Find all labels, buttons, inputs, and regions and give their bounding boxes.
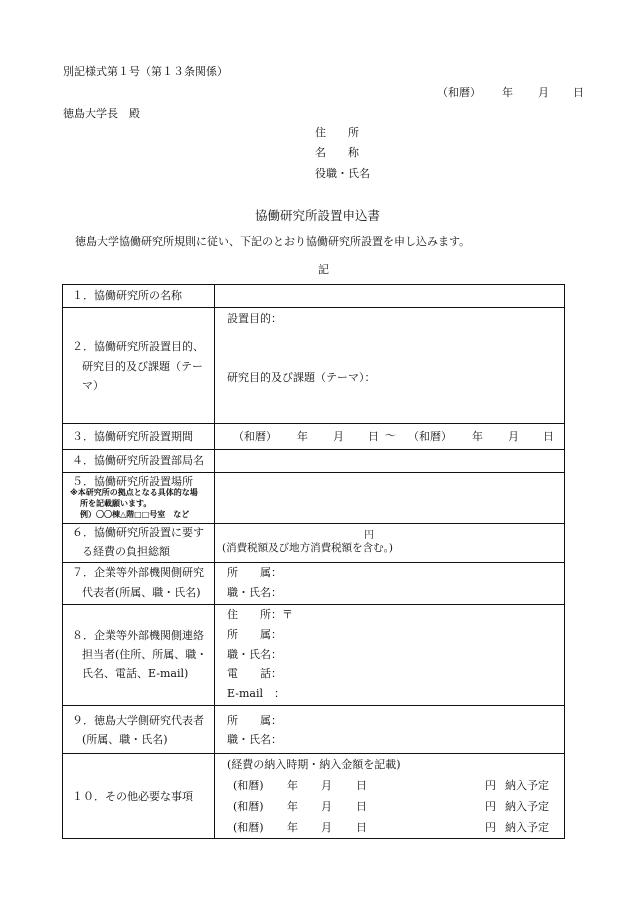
row5-note1: ※本研究所の拠点となる具体的な場 xyxy=(70,488,198,497)
row3-month1: 月 xyxy=(333,430,344,443)
row8-address: 住 所：〒 xyxy=(227,608,293,621)
payment-plan: 納入予定 xyxy=(505,800,549,813)
row1-label: １．協働研究所の名称 xyxy=(72,289,182,302)
payment-era: (和暦) xyxy=(233,800,264,813)
row9-affiliation: 所 属： xyxy=(227,714,282,727)
row6-tax-note: (消費税額及び地方消費税額を含む。) xyxy=(222,542,393,554)
applicant-address-label: 住 所 xyxy=(315,126,359,139)
payment-day: 日 xyxy=(356,821,367,834)
payment-yen: 円 xyxy=(485,821,496,834)
row2-purpose-label: 設置目的： xyxy=(227,312,282,325)
applicant-name-label: 名 称 xyxy=(315,146,359,159)
row2-label-line3: マ） xyxy=(82,379,104,392)
form-number: 別記様式第１号（第１３条関係） xyxy=(63,65,228,78)
payment-era: (和暦) xyxy=(233,821,264,834)
payment-month: 月 xyxy=(321,800,332,813)
row7-label-line2: 代表者(所属、職・氏名) xyxy=(82,586,201,599)
row3-month2: 月 xyxy=(508,430,519,443)
payment-month: 月 xyxy=(321,779,332,792)
payment-era: (和暦) xyxy=(233,779,264,792)
row2-theme-label: 研究目的及び課題（テーマ）： xyxy=(227,371,376,384)
applicant-title-label: 役職・氏名 xyxy=(315,167,370,180)
payment-plan: 納入予定 xyxy=(505,779,549,792)
row10-note: (経費の納入時期・納入金額を記載) xyxy=(227,758,401,771)
row9-job-name: 職・氏名： xyxy=(227,733,282,746)
row3-tilde: ～ xyxy=(385,429,396,442)
row3-day2: 日 xyxy=(543,430,554,443)
row7-job-name: 職・氏名： xyxy=(227,586,282,599)
row8-email: E-mail ： xyxy=(227,687,285,700)
row8-job-name: 職・氏名： xyxy=(227,648,282,661)
row9-label-line2: (所属、職・氏名) xyxy=(82,733,168,746)
date-era: （和暦） xyxy=(437,86,481,99)
document-title: 協働研究所設置申込書 xyxy=(255,208,381,223)
row3-era1: （和暦） xyxy=(233,430,277,443)
row7-affiliation: 所 属： xyxy=(227,566,282,579)
row8-phone: 電 話： xyxy=(227,667,282,680)
row5-note3: 例）〇〇棟△階□□号室 など xyxy=(80,510,190,519)
payment-day: 日 xyxy=(356,800,367,813)
row3-year1: 年 xyxy=(297,430,308,443)
row4-label: ４．協働研究所設置部局名 xyxy=(72,454,204,467)
date-day: 日 xyxy=(573,86,584,99)
date-year: 年 xyxy=(502,86,513,99)
payment-month: 月 xyxy=(321,821,332,834)
payment-year: 年 xyxy=(287,821,298,834)
addressee: 徳島大学長 殿 xyxy=(63,107,140,120)
row6-yen: 円 xyxy=(364,530,374,541)
payment-yen: 円 xyxy=(485,779,496,792)
row2-label-line1: ２．協働研究所設置目的、 xyxy=(72,340,204,353)
row9-label-line1: ９．徳島大学側研究代表者 xyxy=(72,714,204,727)
payment-year: 年 xyxy=(287,800,298,813)
date-month: 月 xyxy=(538,86,549,99)
row5-note2: 所を記載願います。 xyxy=(80,499,152,508)
row2-label-line2: 研究目的及び課題（テー xyxy=(82,360,203,373)
row5-label: ５．協働研究所設置場所 xyxy=(72,475,193,488)
row8-label-line3: 氏名、電話、E-mail) xyxy=(82,667,189,680)
row10-label: １０．その他必要な事項 xyxy=(72,790,193,803)
row3-year2: 年 xyxy=(472,430,483,443)
row8-label-line1: ８．企業等外部機関側連絡 xyxy=(72,629,204,642)
row3-era2: （和暦） xyxy=(408,430,452,443)
row3-day1: 日 xyxy=(368,430,379,443)
payment-year: 年 xyxy=(287,779,298,792)
payment-day: 日 xyxy=(356,779,367,792)
payment-plan: 納入予定 xyxy=(505,821,549,834)
ki-mark: 記 xyxy=(318,263,329,276)
row8-affiliation: 所 属： xyxy=(227,628,282,641)
intro-text: 徳島大学協働研究所規則に従い、下記のとおり協働研究所設置を申し込みます。 xyxy=(75,235,471,248)
row6-label-line1: ６．協働研究所設置に要す xyxy=(72,526,204,539)
row6-label-line2: る経費の負担総額 xyxy=(82,545,170,558)
row7-label-line1: ７．企業等外部機関側研究 xyxy=(72,566,204,579)
row8-label-line2: 担当者(住所、所属、職・ xyxy=(82,648,208,661)
payment-yen: 円 xyxy=(485,800,496,813)
row3-label: ３．協働研究所設置期間 xyxy=(72,430,193,443)
